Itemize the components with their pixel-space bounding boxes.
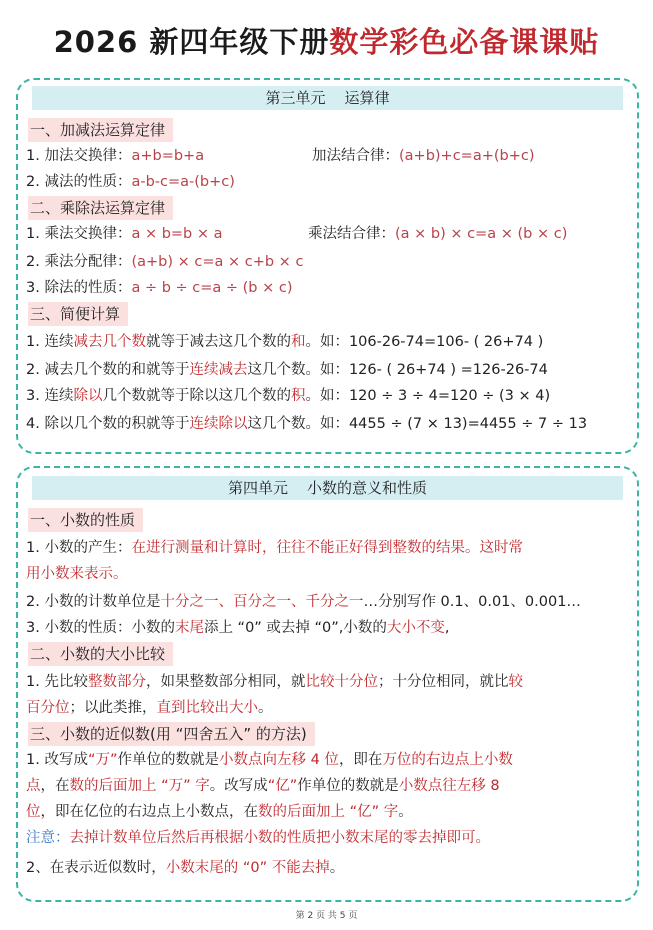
rule-label: 3. 除法的性质： <box>26 280 132 296</box>
unit4-sec1-line2 <box>26 592 581 612</box>
highlight: 十分之一、百分之一、千分之一 <box>160 594 364 610</box>
text: 4. 除以几个数的积就等于 <box>26 416 190 432</box>
highlight: 数的后面加上 “亿” 字 <box>258 804 399 820</box>
unit4-sec1-line1-cont <box>26 564 128 584</box>
text: 2. 减去几个数的和就等于 <box>26 362 190 378</box>
note-label: 注意： <box>26 830 70 846</box>
rule-label: 2. 减法的性质： <box>26 174 132 190</box>
unit4-sec3-title: 三、小数的近似数(用 “四舍五入” 的方法) <box>28 722 315 746</box>
unit4-sec3-line1 <box>26 750 513 770</box>
highlight: 小数末尾的 “0” 不能去掉 <box>165 860 330 876</box>
unit3-sec1-line2 <box>26 172 235 192</box>
unit4-sec1-line1 <box>26 538 523 558</box>
text: , <box>444 620 450 636</box>
highlight: 整数部分 <box>87 674 146 690</box>
unit4-sec1-line3 <box>26 618 450 638</box>
rule-label: 加法结合律： <box>312 148 399 164</box>
unit4-card <box>16 466 639 902</box>
text: 。如：106-26-74=106- ( 26+74 ) <box>305 334 544 350</box>
unit4-sec1-title: 一、小数的性质 <box>28 508 143 532</box>
highlight: 连续减去 <box>189 362 248 378</box>
text: …分别写作 0.1、0.01、0.001… <box>363 594 581 610</box>
unit3-card <box>16 78 639 454</box>
title-subject: 数学彩色必备课课贴 <box>329 25 600 59</box>
rule-formula: a × b=b × a <box>131 226 223 242</box>
unit4-sec3-note <box>26 828 490 848</box>
unit4-sec3-line5 <box>26 858 344 878</box>
unit4-header: 第四单元 小数的意义和性质 <box>32 476 623 500</box>
title-grade: 2026 新四年级下册 <box>53 25 330 59</box>
rule-formula: (a × b) × c=a × (b × c) <box>395 226 568 242</box>
highlight: “万” <box>87 752 118 768</box>
highlight: 百分位 <box>26 700 70 716</box>
highlight: 大小不变 <box>386 620 445 636</box>
unit4-sec2-line1 <box>26 672 523 692</box>
highlight: 小数点往左移 8 <box>398 778 500 794</box>
unit3-sec3-line2 <box>26 360 548 380</box>
text: 3. 小数的性质：小数的 <box>26 620 175 636</box>
unit3-sec1-title: 一、加减法运算定律 <box>28 118 173 142</box>
unit3-header: 第三单元 运算律 <box>32 86 623 110</box>
unit3-sec3-line1 <box>26 332 543 352</box>
unit3-sec2-line1b <box>308 224 567 244</box>
text: 这几个数。如：126- ( 26+74 ) =126-26-74 <box>247 362 548 378</box>
text: 作单位的数就是 <box>117 752 219 768</box>
highlight: 末尾 <box>174 620 204 636</box>
text: 。 <box>329 860 345 876</box>
text: 1. 小数的产生： <box>26 540 132 556</box>
text: 2. 小数的计数单位是 <box>26 594 161 610</box>
text: 作单位的数就是 <box>297 778 399 794</box>
rule-formula: (a+b) × c=a × c+b × c <box>131 254 304 270</box>
text: 1. 连续 <box>26 334 74 350</box>
highlight: 和 <box>290 334 306 350</box>
text: 。改写成 <box>209 778 268 794</box>
rule-formula: a+b=b+a <box>131 148 205 164</box>
text: 添上 “0” 或去掉 “0”,小数的 <box>203 620 387 636</box>
rule-formula: a-b-c=a-(b+c) <box>131 174 235 190</box>
unit3-sec3-title: 三、简便计算 <box>28 302 128 326</box>
highlight: 直到比较出大小 <box>156 700 258 716</box>
highlight: “亿” <box>267 778 298 794</box>
text: 。 <box>258 700 273 716</box>
rule-label: 乘法结合律： <box>308 226 395 242</box>
highlight: 数的后面加上 “万” 字 <box>69 778 210 794</box>
text: 几个数就等于除以这几个数的 <box>102 388 291 404</box>
unit3-sec2-title: 二、乘除法运算定律 <box>28 196 173 220</box>
highlight: 点 <box>26 778 41 794</box>
unit4-sec3-line3 <box>26 802 413 822</box>
highlight: 用小数来表示。 <box>26 566 128 582</box>
text: ；以此类推， <box>69 700 157 716</box>
unit3-sec3-line4 <box>26 414 587 434</box>
rule-label: 1. 乘法交换律： <box>26 226 132 242</box>
page-footer: 第 2 页 共 5 页 <box>295 911 358 921</box>
text: 3. 连续 <box>26 388 74 404</box>
text: 。如：120 ÷ 3 ÷ 4=120 ÷ (3 × 4) <box>305 388 551 404</box>
text: ，即在 <box>338 752 383 768</box>
unit3-sec3-line3 <box>26 386 550 406</box>
rule-label: 1. 加法交换律： <box>26 148 132 164</box>
unit4-sec3-line2 <box>26 776 500 796</box>
unit3-sec2-line1 <box>26 224 223 244</box>
highlight: 积 <box>290 388 306 404</box>
page-title <box>0 20 653 61</box>
text: ，在 <box>40 778 70 794</box>
highlight: 减去几个数 <box>73 334 146 350</box>
unit3-sec1-line1b <box>312 146 535 166</box>
highlight: 较 <box>508 674 523 690</box>
unit3-sec2-line2 <box>26 252 303 272</box>
text: 这几个数。如：4455 ÷ (7 × 13)=4455 ÷ 7 ÷ 13 <box>247 416 588 432</box>
highlight: 小数点向左移 4 位 <box>218 752 339 768</box>
rule-formula: a ÷ b ÷ c=a ÷ (b × c) <box>131 280 293 296</box>
text: 就等于减去这几个数的 <box>145 334 291 350</box>
text: ，如果整数部分相同，就 <box>145 674 306 690</box>
text: 。 <box>398 804 413 820</box>
highlight: 连续除以 <box>189 416 248 432</box>
highlight: 万位的右边点上小数 <box>382 752 513 768</box>
highlight: 比较十分位 <box>305 674 378 690</box>
highlight: 去掉计数单位后然后再根据小数的性质把小数末尾的零去掉即可。 <box>69 830 490 846</box>
rule-formula: (a+b)+c=a+(b+c) <box>399 148 535 164</box>
highlight: 除以 <box>73 388 103 404</box>
unit4-sec2-title: 二、小数的大小比较 <box>28 642 173 666</box>
text: ，即在亿位的右边点上小数点，在 <box>40 804 258 820</box>
text: 1. 先比较 <box>26 674 88 690</box>
highlight: 位 <box>26 804 41 820</box>
text: 2、在表示近似数时， <box>26 860 166 876</box>
text: 1. 改写成 <box>26 752 88 768</box>
text: ；十分位相同，就比 <box>377 674 509 690</box>
rule-label: 2. 乘法分配律： <box>26 254 132 270</box>
unit4-sec2-line2 <box>26 698 273 718</box>
highlight: 在进行测量和计算时，往往不能正好得到整数的结果。这时常 <box>131 540 523 556</box>
unit3-sec1-line1 <box>26 146 204 166</box>
unit3-sec2-line3 <box>26 278 293 298</box>
